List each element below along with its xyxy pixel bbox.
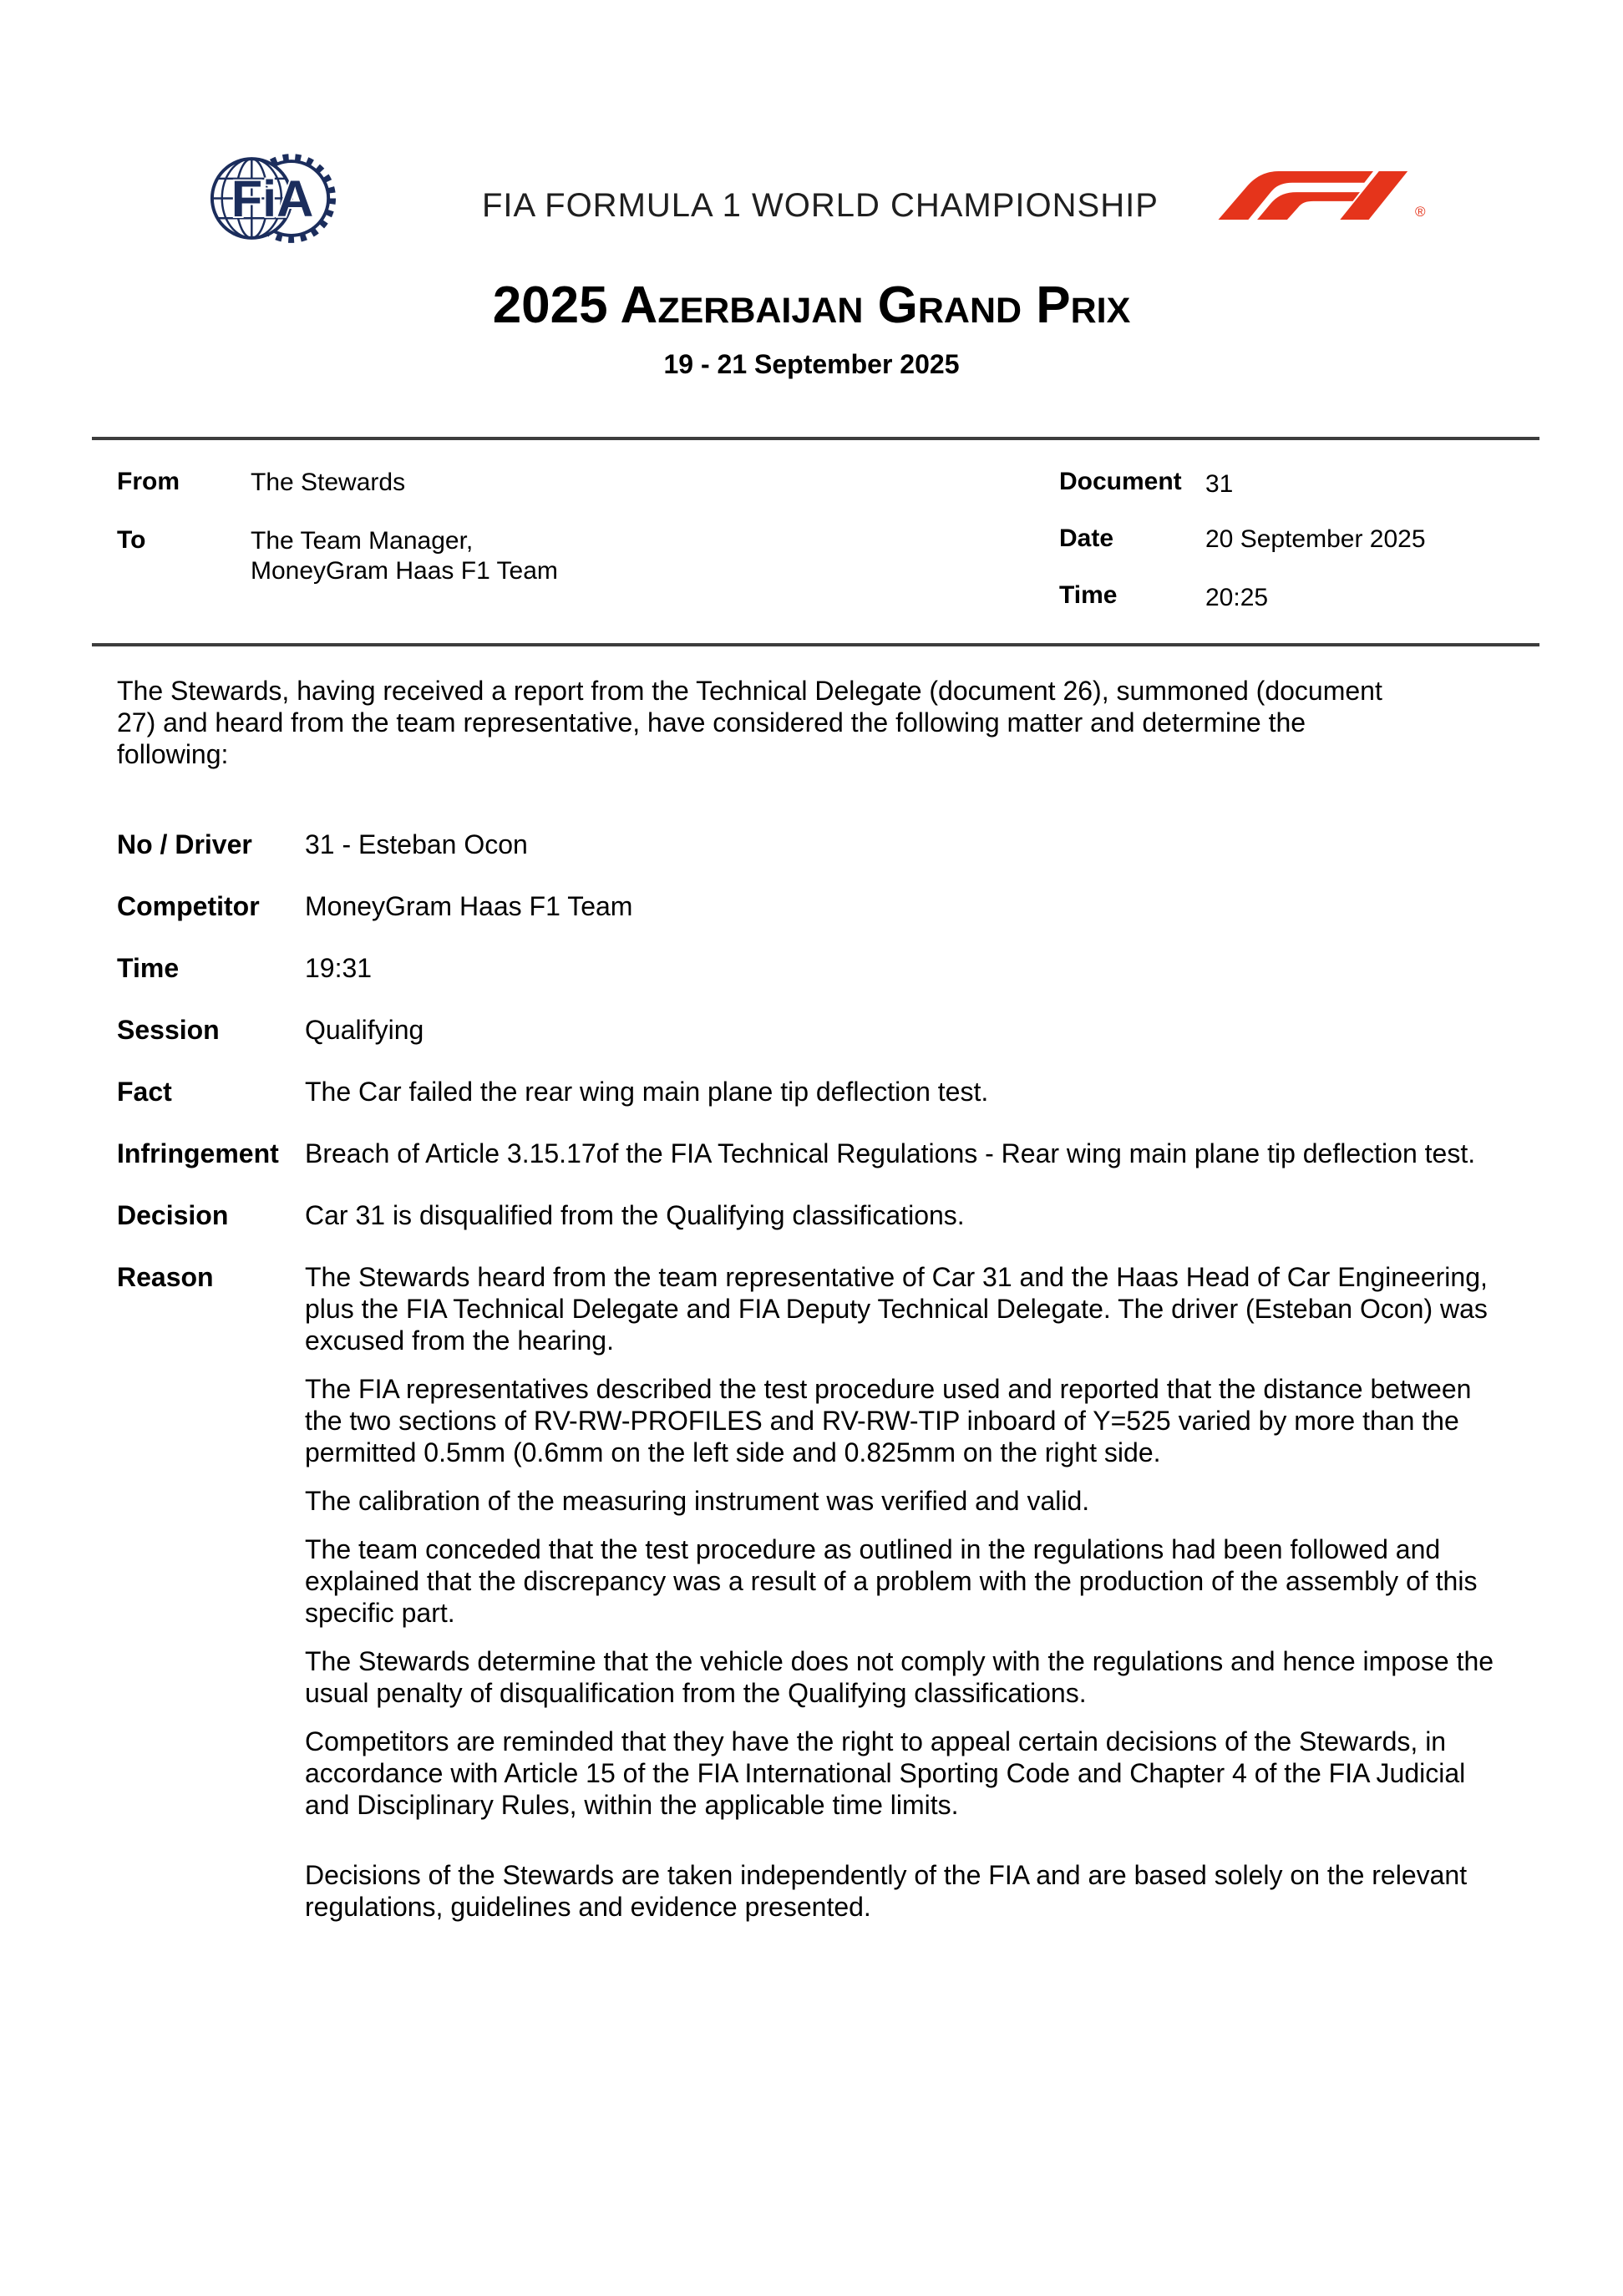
fact-value: The Car failed the rear wing main plane tip deflection test. xyxy=(305,1077,989,1107)
decision-value: Car 31 is disqualified from the Qualifying classifications. xyxy=(305,1200,965,1230)
time-value: 20:25 xyxy=(1205,584,1269,611)
document-body xyxy=(117,675,1506,1953)
document-value: 31 xyxy=(1205,470,1234,498)
infringement-value: Breach of Article 3.15.17of the FIA Technical Regulations - Rear wing main plane tip deflection test. xyxy=(305,1138,1476,1168)
session-time-value: 19:31 xyxy=(305,953,373,983)
session-label: Session xyxy=(117,1015,220,1045)
infringement-label: Infringement xyxy=(117,1138,279,1168)
reason-paragraph: The FIA representatives described the test procedure used and reported that the distance between the two sections of RV-RW-PROFILES and RV-RW-TIP inboard of Y=525 varied by more than the permitted 0.5mm (0.6mm on the left side and 0.825mm on the right side. xyxy=(305,1374,1472,1467)
field-row-time xyxy=(117,952,1506,984)
to-value xyxy=(251,526,558,586)
date-value: 20 September 2025 xyxy=(1205,525,1426,553)
document-label: Document xyxy=(1059,468,1182,495)
reason-paragraph: Competitors are reminded that they have the right to appeal certain decisions of the Stewards, in accordance with Article 15 of the FIA International Sporting Code and Chapter 4 of the FIA Judicial and Disciplinary Rules, within the applicable time limits. xyxy=(305,1726,1466,1820)
fact-label: Fact xyxy=(117,1077,172,1107)
time-label: Time xyxy=(1059,581,1118,609)
event-title: 2025 Azerbaijan Grand Prix xyxy=(492,276,1131,334)
intro-paragraph: The Stewards, having received a report from the Technical Delegate (document 26), summoned (document 27) and heard from the team representative, have considered the following matter and determine the following: xyxy=(117,676,1382,769)
to-value-line2: MoneyGram Haas F1 Team xyxy=(251,557,558,585)
divider-middle xyxy=(92,643,1539,646)
field-row-competitor xyxy=(117,890,1506,922)
event-dates: 19 - 21 September 2025 xyxy=(663,349,960,379)
field-row-reason xyxy=(117,1261,1506,1923)
no-driver-value: 31 - Esteban Ocon xyxy=(305,829,528,859)
registered-trademark-mark: ® xyxy=(1415,204,1426,220)
decision-label: Decision xyxy=(117,1200,229,1230)
session-time-label: Time xyxy=(117,953,180,983)
field-row-session xyxy=(117,1014,1506,1046)
field-row-decision xyxy=(117,1199,1506,1231)
from-value: The Stewards xyxy=(251,469,406,496)
no-driver-label: No / Driver xyxy=(117,829,252,859)
to-value-line1: The Team Manager, xyxy=(251,527,474,555)
competitor-value: MoneyGram Haas F1 Team xyxy=(305,891,633,921)
field-row-no-driver xyxy=(117,829,1506,860)
reason-label: Reason xyxy=(117,1262,214,1292)
reason-value xyxy=(305,1261,1499,1923)
competitor-label: Competitor xyxy=(117,891,260,921)
from-label: From xyxy=(117,468,180,495)
session-value: Qualifying xyxy=(305,1015,424,1045)
reason-paragraph: The calibration of the measuring instrument was verified and valid. xyxy=(305,1486,1090,1516)
championship-title: FIA FORMULA 1 WORLD CHAMPIONSHIP xyxy=(482,187,1159,224)
reason-paragraph: The team conceded that the test procedure as outlined in the regulations had been followed and explained that the discrepancy was a result of a problem with the production of the assembly of this specific part. xyxy=(305,1534,1478,1628)
divider-top xyxy=(92,437,1539,440)
reason-paragraph: The Stewards determine that the vehicle does not comply with the regulations and hence impose the usual penalty of disqualification from the Qualifying classifications. xyxy=(305,1646,1494,1708)
to-label: To xyxy=(117,526,146,554)
reason-closing-paragraph: Decisions of the Stewards are taken independently of the FIA and are based solely on the relevant regulations, guidelines and evidence presented. xyxy=(305,1860,1468,1922)
f1-logo-icon xyxy=(1218,171,1410,224)
field-row-infringement xyxy=(117,1138,1506,1169)
date-label: Date xyxy=(1059,525,1114,552)
fia-logo-icon xyxy=(206,150,338,251)
fia-logo-letters: FiA xyxy=(231,170,314,228)
reason-paragraph: The Stewards heard from the team representative of Car 31 and the Haas Head of Car Engineering, plus the FIA Technical Delegate and FIA Deputy Technical Delegate. The driver (Esteban Ocon) was excused from the hearing. xyxy=(305,1262,1488,1356)
field-row-fact xyxy=(117,1076,1506,1107)
